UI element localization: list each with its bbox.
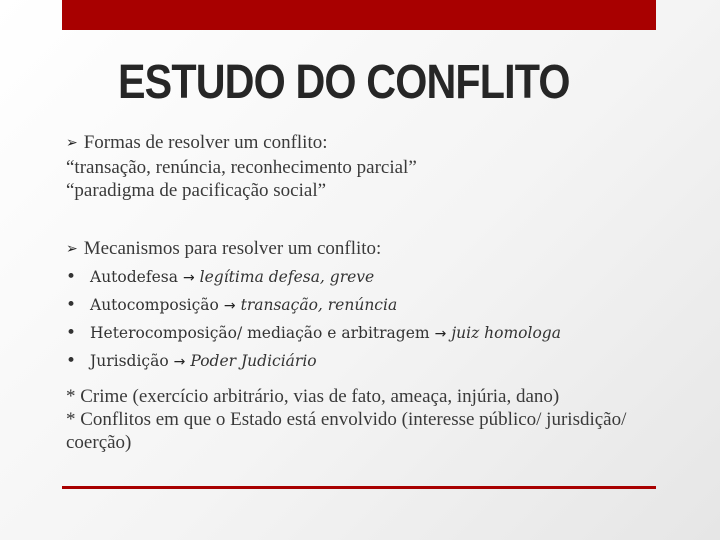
- intro-line-2: “paradigma de pacificação social”: [66, 180, 327, 201]
- bullet-dot-icon: •: [66, 323, 77, 343]
- bottom-divider: [62, 486, 656, 489]
- mechanism-result: Poder Judiciário: [190, 352, 317, 370]
- mechanism-term: Autocomposição: [90, 296, 219, 314]
- intro-heading: Formas de resolver um conflito:: [83, 132, 328, 153]
- mechanisms-heading-row: [66, 237, 381, 262]
- arrow-right-icon: ➢: [66, 135, 78, 151]
- intro-line-1: “transação, renúncia, reconhecimento parcial”: [66, 157, 417, 178]
- list-item: [66, 348, 561, 376]
- intro-section: [66, 131, 417, 202]
- right-arrow-icon: →: [173, 354, 186, 370]
- right-arrow-icon: →: [434, 326, 447, 342]
- mechanism-result: juiz homologa: [451, 324, 561, 342]
- slide-title: ESTUDO DO CONFLITO: [118, 56, 570, 109]
- mechanism-term: Autodefesa: [90, 268, 178, 286]
- intro-heading-row: [66, 131, 417, 156]
- note-crime: * Crime (exercício arbitrário, vias de fato, ameaça, injúria, dano): [66, 386, 560, 407]
- mechanism-result: legítima defesa, greve: [199, 268, 375, 286]
- arrow-right-icon: ➢: [66, 241, 78, 257]
- right-arrow-icon: →: [223, 298, 236, 314]
- mechanism-term: Heterocomposição/ mediação e arbitragem: [90, 324, 430, 342]
- mechanisms-heading-wrap: [66, 237, 381, 262]
- bullet-dot-icon: •: [66, 351, 77, 371]
- note-state-conflicts: * Conflitos em que o Estado está envolvido (interesse público/ jurisdição/ coerção): [66, 409, 627, 453]
- list-item: [66, 320, 561, 348]
- mechanism-result: transação, renúncia: [240, 296, 398, 314]
- top-accent-bar: [62, 0, 656, 30]
- mechanisms-heading: Mecanismos para resolver um conflito:: [83, 238, 382, 259]
- list-item: [66, 292, 561, 320]
- right-arrow-icon: →: [182, 270, 195, 286]
- mechanisms-list: [66, 264, 561, 376]
- bullet-dot-icon: •: [66, 295, 77, 315]
- notes-section: [66, 385, 666, 454]
- mechanism-term: Jurisdição: [90, 352, 169, 370]
- bullet-dot-icon: •: [66, 267, 77, 287]
- list-item: [66, 264, 561, 292]
